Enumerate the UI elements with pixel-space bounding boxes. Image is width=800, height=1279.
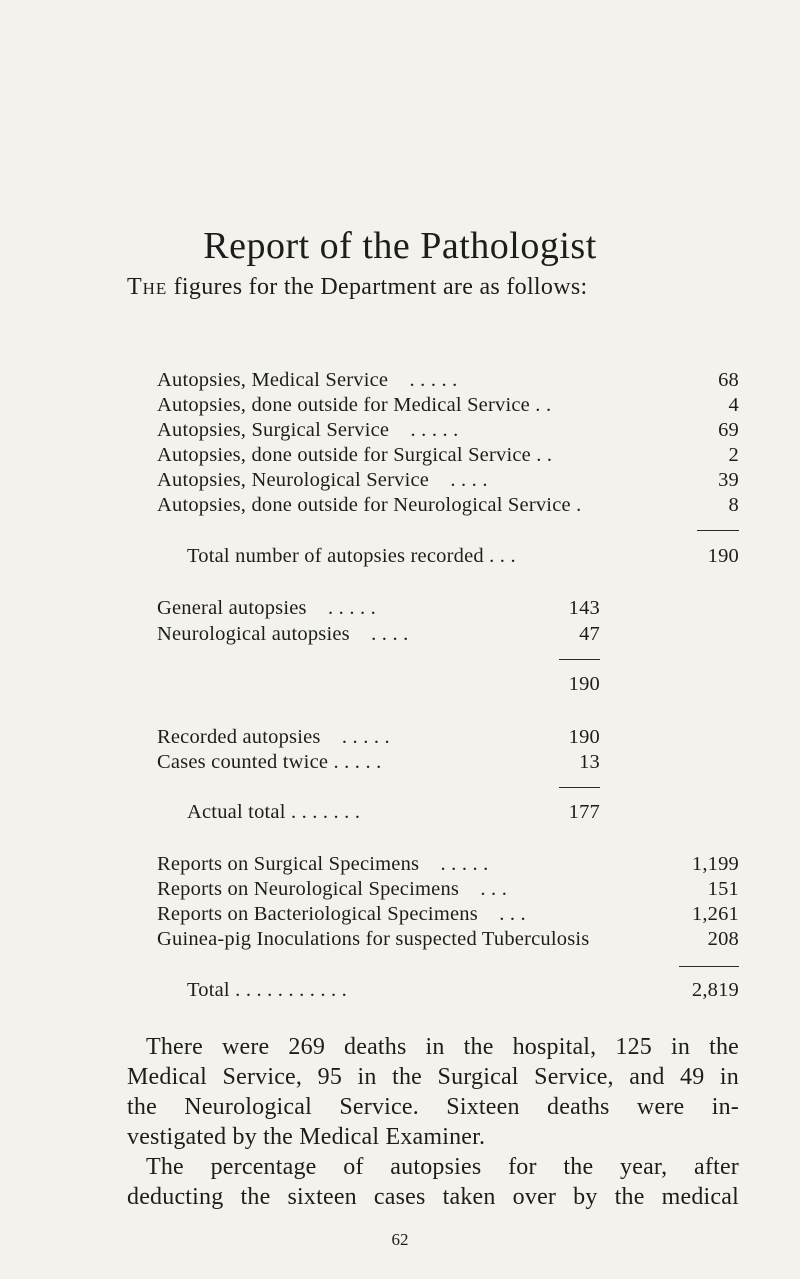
- row-value: 190: [707, 545, 739, 567]
- row-label: Reports on Neurological Specimens . . .: [157, 878, 508, 900]
- paragraph-percentage: [127, 1152, 739, 1212]
- row-label: Autopsies, done outside for Surgical Service . .: [157, 444, 553, 466]
- row-value: 13: [579, 751, 600, 773]
- row-label: Actual total . . . . . . .: [187, 801, 361, 823]
- row-value: 190: [568, 726, 600, 748]
- counted-row: [157, 749, 600, 775]
- row-label: Cases counted twice . . . . .: [157, 751, 382, 773]
- row-label: Reports on Bacteriological Specimens . . .: [157, 903, 526, 925]
- row-label: Autopsies, done outside for Neurological Service .: [157, 494, 582, 516]
- page-number: 62: [391, 1230, 409, 1249]
- row-label: Neurological autopsies . . . .: [157, 623, 409, 645]
- row-label: Guinea-pig Inoculations for suspected Tuberculosis: [157, 928, 590, 950]
- intro-text: figures for the Department are as follows:: [173, 274, 588, 300]
- row-value: 8: [728, 494, 739, 516]
- report-row: [157, 901, 739, 927]
- row-label: Recorded autopsies . . . . .: [157, 726, 390, 748]
- row-value: 190: [568, 673, 600, 695]
- text-line: The percentage of autopsies for the year, after: [146, 1154, 739, 1180]
- counted-row: [157, 724, 600, 750]
- row-label: Autopsies, Surgical Service . . . . .: [157, 419, 459, 441]
- report-row: [157, 851, 739, 877]
- service-row: [157, 467, 739, 493]
- row-value: 143: [568, 597, 600, 619]
- row-label: Total number of autopsies recorded . . .: [187, 545, 516, 567]
- row-label: Reports on Surgical Specimens . . . . .: [157, 853, 489, 875]
- service-row: [157, 392, 739, 418]
- row-value: 68: [718, 369, 739, 391]
- row-value: 177: [568, 801, 600, 823]
- type-row: [157, 595, 600, 621]
- row-value: 47: [579, 623, 600, 645]
- text-line: There were 269 deaths in the hospital, 125 in the: [146, 1034, 739, 1060]
- service-row: [157, 492, 739, 518]
- text-line: deducting the sixteen cases taken over by the medical: [127, 1184, 739, 1210]
- service-row: [157, 367, 739, 393]
- row-value: 2: [728, 444, 739, 466]
- paragraph-deaths: [127, 1032, 739, 1152]
- row-label: Autopsies, Neurological Service . . . .: [157, 469, 488, 491]
- type-total-row: [157, 671, 600, 697]
- grand-total-row: [187, 977, 739, 1003]
- row-value: 2,819: [691, 979, 739, 1001]
- text-line: vestigated by the Medical Examiner.: [127, 1124, 486, 1150]
- row-value: 1,199: [691, 853, 739, 875]
- row-label: Autopsies, done outside for Medical Service . .: [157, 394, 552, 416]
- row-value: 1,261: [691, 903, 739, 925]
- actual-total-row: [187, 799, 600, 825]
- row-value: 151: [707, 878, 739, 900]
- sum-rule: [559, 787, 600, 788]
- text-line: Medical Service, 95 in the Surgical Service, and 49 in: [127, 1064, 739, 1090]
- intro-lead: The: [127, 274, 168, 300]
- sum-rule: [679, 966, 739, 967]
- type-row: [157, 621, 600, 647]
- total-recorded-row: [187, 543, 739, 569]
- service-row: [157, 417, 739, 443]
- page-title: Report of the Pathologist: [203, 225, 597, 267]
- intro-line: [127, 274, 587, 301]
- row-value: 4: [728, 394, 739, 416]
- row-value: 208: [707, 928, 739, 950]
- report-row: [157, 876, 739, 902]
- row-label: General autopsies . . . . .: [157, 597, 376, 619]
- row-value: 69: [718, 419, 739, 441]
- sum-rule: [697, 530, 739, 531]
- service-row: [157, 442, 739, 468]
- row-value: 39: [718, 469, 739, 491]
- report-row: [157, 926, 739, 952]
- text-line: the Neurological Service. Sixteen deaths were in-: [127, 1094, 739, 1120]
- row-label: Total . . . . . . . . . . .: [187, 979, 347, 1001]
- sum-rule: [559, 659, 600, 660]
- row-label: Autopsies, Medical Service . . . . .: [157, 369, 458, 391]
